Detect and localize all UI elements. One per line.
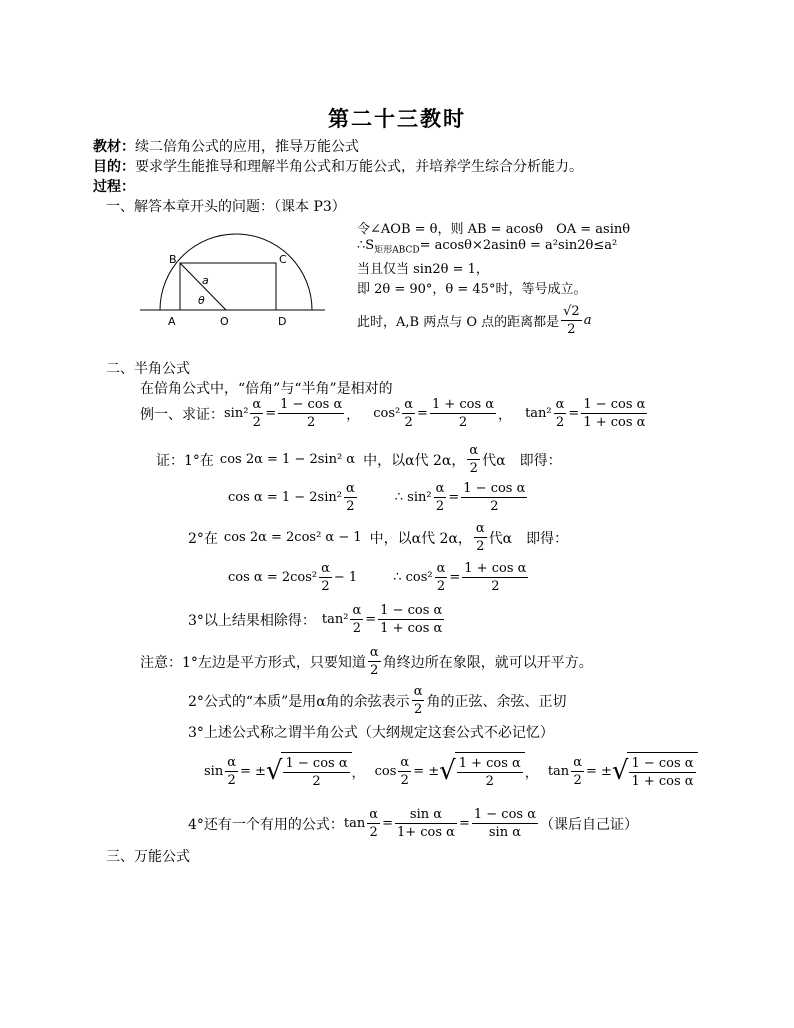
den: 2 — [227, 772, 236, 788]
s1-line1: 令∠AOB = θ，则 AB = acosθ OA = asinθ — [357, 222, 631, 237]
p2-res-left: cos α = 2cos² — [228, 570, 318, 585]
n4-a: 4°还有一个有用的公式： — [188, 816, 344, 833]
sin2: sin² — [224, 406, 249, 421]
num: 1 − cos α — [473, 807, 536, 822]
s1-line4: 即 2θ = 90°，θ = 45°时，等号成立。 — [357, 282, 587, 297]
cos: cos — [374, 763, 397, 779]
p1-formula: cos 2α = 1 − 2sin² α — [219, 452, 356, 467]
eq: = — [365, 612, 377, 627]
material-line — [93, 136, 359, 156]
half-angle-formulas — [204, 752, 698, 790]
frac-1mc-sin — [472, 806, 538, 841]
sqrt-tan: √ $\frac{\text{1 − cos α}}{\text{1 + cos α}}$ — [612, 752, 698, 790]
s1-line2-sub: 矩形ABCD — [374, 245, 420, 256]
proof-step-2-result — [228, 560, 530, 595]
s1-line5-text: 此时，A,B 两点与 O 点的距离都是 — [357, 315, 560, 330]
frac-sin-1pc — [395, 806, 457, 841]
comma: ， — [498, 408, 512, 423]
den: 2 — [370, 663, 379, 678]
frac-1pc-2 — [457, 755, 523, 790]
den: 2 — [404, 415, 413, 430]
num: α — [469, 443, 479, 458]
comma: ， — [524, 765, 538, 781]
num: 1 − cos α — [583, 397, 646, 412]
frac-1mc-1pc — [629, 755, 695, 790]
num: α — [369, 645, 379, 660]
half-alpha-frac — [225, 754, 238, 789]
den: 2 — [435, 499, 445, 514]
num: α — [475, 521, 485, 536]
sin: sin — [204, 763, 224, 779]
den: 2 — [413, 702, 423, 717]
half-alpha-frac — [344, 480, 357, 515]
num: 1 + cos α — [431, 397, 495, 412]
num: α — [369, 807, 379, 822]
den: 1 + cos α — [380, 621, 443, 636]
num: 1 − cos α — [285, 755, 348, 771]
den: 2 — [485, 773, 494, 789]
cos2: cos² — [373, 406, 401, 421]
num: 1 + cos α — [464, 561, 527, 576]
note-4 — [188, 806, 638, 841]
n2-b: 角的正弦、余弦、正切 — [426, 693, 567, 710]
process-label: 过程： — [93, 179, 135, 195]
num: α — [352, 603, 362, 618]
section1-heading: 一、解答本章开头的问题：（课本 P3） — [106, 199, 346, 215]
den: 2 — [573, 772, 582, 788]
den: 2 — [436, 579, 446, 594]
p1-res-left: cos α = 1 − 2sin² — [228, 490, 342, 505]
num: α — [400, 754, 410, 770]
proof-step-3 — [188, 602, 446, 637]
num: α — [321, 561, 330, 576]
den: 2 — [252, 415, 261, 430]
half-alpha-frac — [398, 754, 411, 789]
note-3: 3°上述公式称之谓半角公式（大纲规定这套公式不必记忆） — [188, 725, 554, 741]
s1-line2-rest: = acosθ×2asinθ = a²sin2θ≤a² — [419, 238, 618, 253]
n2-a: 2°公式的“本质”是用α角的余弦表示 — [188, 693, 410, 710]
eq: = — [448, 490, 460, 505]
p2-mid: 中，以α代 2α， — [369, 530, 472, 547]
frac-1mc-2 — [461, 480, 527, 515]
material-text: 续二倍角公式的应用，推导万能公式 — [135, 139, 359, 155]
num: α — [435, 481, 445, 496]
frac-1pc-2 — [430, 396, 496, 431]
den: 2 — [312, 773, 321, 789]
num: α — [555, 397, 565, 412]
label-b: B — [169, 253, 177, 266]
p2-res-therefore: ∴ cos² — [393, 570, 433, 585]
p1-res-therefore: ∴ sin² — [394, 490, 432, 505]
section2-heading: 二、半角公式 — [106, 361, 190, 377]
den: sin α — [488, 825, 521, 840]
eq: = — [449, 570, 461, 585]
half-alpha-frac — [319, 560, 332, 595]
semicircle-figure — [140, 232, 330, 332]
sqrt-cos: √ $\frac{\text{1 + cos α}}{2}$ — [439, 752, 525, 790]
num: α — [404, 397, 414, 412]
half-alpha-frac — [467, 442, 480, 477]
label-a: A — [168, 315, 176, 328]
half-alpha-frac — [367, 806, 380, 841]
den: 2 — [490, 499, 499, 514]
proof-step-2 — [188, 520, 568, 555]
num: α — [436, 561, 446, 576]
label-alpha: a — [202, 274, 209, 287]
example-1-row — [140, 396, 649, 431]
goal-label: 目的： — [93, 159, 135, 175]
s1-line3: 当且仅当 sin2θ = 1， — [357, 262, 489, 277]
tan2: tan² — [321, 612, 349, 627]
frac-1mc-1pc — [378, 602, 444, 637]
frac-1pc-2 — [462, 560, 528, 595]
sqrt-sin: √ $\frac{\text{1 − cos α}}{2}$ — [266, 752, 352, 790]
den: 2 — [346, 499, 355, 514]
num: 1 + cos α — [458, 755, 521, 771]
s1-line2 — [357, 238, 617, 256]
eq-pm: = ± — [413, 763, 440, 779]
half-alpha-frac — [474, 520, 487, 555]
num: 1 − cos α — [631, 755, 694, 771]
s1-line2-prefix: ∴S — [357, 238, 375, 253]
s1-line5-a: a — [583, 313, 592, 328]
eq: = — [417, 406, 428, 421]
eq-pm: = ± — [239, 763, 266, 779]
half-alpha-frac — [402, 396, 415, 431]
eq: = — [568, 406, 580, 421]
den: 2 — [476, 539, 485, 554]
den: 2 — [491, 579, 500, 594]
den: 1 + cos α — [583, 415, 646, 430]
example-label: 例一、求证： — [140, 406, 224, 423]
num: α — [345, 481, 355, 496]
s1-line5-frac — [561, 303, 582, 338]
p1-lead: 1°在 — [184, 452, 214, 469]
frac-1mc-1pc — [581, 396, 647, 431]
p3-lead: 3°以上结果相除得： — [188, 612, 316, 629]
frac-1mc-2 — [278, 396, 344, 431]
den: 2 — [369, 825, 378, 840]
eq: = — [265, 406, 277, 421]
proof-step-1 — [156, 442, 562, 477]
eq-pm: = ± — [585, 763, 612, 779]
note-2 — [188, 683, 566, 718]
den: 2 — [469, 461, 478, 476]
num: 1 − cos α — [280, 397, 343, 412]
p2-lead: 2°在 — [188, 530, 218, 547]
comma: ， — [351, 765, 365, 781]
den: 2 — [352, 621, 362, 636]
half-alpha-frac — [434, 480, 447, 515]
den: 2 — [400, 772, 409, 788]
num: sin α — [395, 806, 457, 824]
p2-tail: 代α 即得： — [488, 530, 569, 547]
half-alpha-frac — [435, 560, 448, 595]
note-1 — [140, 644, 593, 679]
tan2: tan² — [525, 406, 552, 421]
p2-res-minus: − 1 — [333, 570, 358, 585]
s2-intro: 在倍角公式中，“倍角”与“半角”是相对的 — [140, 381, 393, 397]
num: α — [573, 754, 582, 770]
n4-b: （课后自己证） — [540, 816, 638, 833]
den: 2 — [458, 415, 468, 430]
label-theta: θ — [198, 294, 205, 307]
note-label: 注意： — [140, 654, 182, 671]
tan: tan — [343, 816, 366, 831]
den: 1+ cos α — [396, 825, 455, 840]
label-d: D — [278, 315, 287, 328]
half-alpha-frac — [250, 396, 263, 431]
material-label: 教材： — [93, 139, 135, 155]
frac-num: √2 — [563, 304, 580, 319]
p2-formula: cos 2α = 2cos² α − 1 — [223, 530, 362, 545]
den: 2 — [555, 415, 565, 430]
p1-tail: 代α 即得： — [482, 452, 562, 469]
tan: tan — [547, 763, 570, 779]
den: 2 — [307, 415, 316, 430]
num: 1 − cos α — [463, 481, 526, 496]
den: 1 + cos α — [631, 773, 694, 789]
s1-line5 — [357, 303, 591, 338]
label-c: C — [279, 253, 287, 266]
num: 1 − cos α — [380, 603, 443, 618]
frac-1mc-2 — [283, 755, 349, 790]
proof-step-1-result — [228, 480, 529, 515]
frac-den: 2 — [567, 322, 576, 337]
proof-label: 证： — [156, 452, 184, 469]
p1-mid: 中，以α代 2α， — [363, 452, 466, 469]
comma: ， — [346, 408, 360, 423]
goal-text: 要求学生能推导和理解半角公式和万能公式，并培养学生综合分析能力。 — [135, 159, 583, 175]
half-alpha-frac — [554, 396, 567, 431]
half-alpha-frac — [412, 683, 425, 718]
half-alpha-frac — [350, 602, 363, 637]
n1-b: 角终边所在象限，就可以开平方。 — [382, 654, 593, 671]
half-alpha-frac — [571, 754, 584, 789]
num: α — [252, 397, 262, 412]
num: α — [227, 754, 236, 770]
section3-heading: 三、万能公式 — [106, 849, 190, 865]
eq: = — [458, 816, 470, 831]
goal-line — [93, 156, 583, 176]
label-o: O — [220, 315, 229, 328]
n1-a: 1°左边是平方形式，只要知道 — [182, 654, 366, 671]
half-alpha-frac — [368, 644, 381, 679]
num: α — [413, 684, 423, 699]
eq: = — [382, 816, 393, 831]
page-title: 第二十三教时 — [328, 106, 466, 131]
den: 2 — [321, 579, 330, 594]
